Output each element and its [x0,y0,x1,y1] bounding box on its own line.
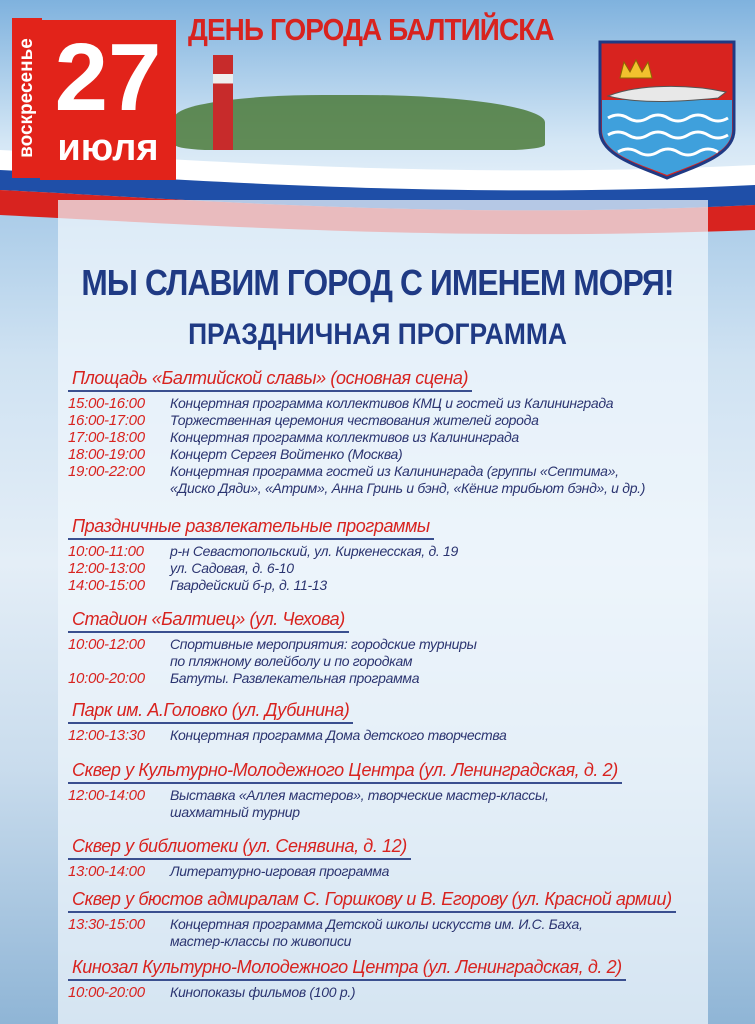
program-section [68,889,676,950]
headline: МЫ СЛАВИМ ГОРОД С ИМЕНЕМ МОРЯ! [81,262,674,303]
day-of-week: воскресенье [12,18,42,178]
schedule-row [68,787,622,804]
event-description: Гвардейский б-р, д. 11-13 [170,577,327,593]
section-heading: Площадь «Балтийской славы» (основная сцена) [68,368,472,392]
section-heading: Парк им. А.Головко (ул. Дубинина) [68,700,353,724]
schedule-row [68,653,477,670]
event-time: 15:00-16:00 [68,395,145,412]
schedule-row [68,916,676,933]
event-time: 10:00-20:00 [68,670,145,687]
section-heading: Праздничные развлекательные программы [68,516,434,540]
event-description: Выставка «Аллея мастеров», творческие мастер-классы, [170,787,549,803]
event-time: 13:00-14:00 [68,863,145,880]
event-description: Концертная программа Дома детского творчества [170,727,507,743]
event-description: ул. Садовая, д. 6-10 [170,560,294,576]
subtitle: ПРАЗДНИЧНАЯ ПРОГРАММА [188,318,567,351]
event-description: Спортивные мероприятия: городские турниры [170,636,477,652]
event-time: 18:00-19:00 [68,446,145,463]
schedule-row [68,395,645,412]
schedule-row [68,670,477,687]
event-description: Торжественная церемония чествования жителей города [170,412,539,428]
event-description: Литературно-игровая программа [170,863,390,879]
event-time: 10:00-20:00 [68,984,145,1001]
date-badge [40,20,176,180]
program-section [68,836,411,880]
event-time [68,480,170,497]
section-heading: Стадион «Балтиец» (ул. Чехова) [68,609,349,633]
schedule-row [68,463,645,480]
date-day: 27 [54,24,162,131]
section-heading: Кинозал Культурно-Молодежного Центра (ул. Ленинградская, д. 2) [68,957,626,981]
event-description: Концертная программа коллективов из Калининграда [170,429,519,445]
event-description: Кинопоказы фильмов (100 р.) [170,984,356,1000]
event-time [68,933,170,950]
schedule-row [68,727,507,744]
city-coat-of-arms [598,40,736,180]
event-time: 13:30-15:00 [68,916,145,933]
event-description: Концертная программа гостей из Калининграда (группы «Септима», [170,463,619,479]
program-section [68,760,622,821]
schedule-row [68,480,645,497]
schedule-row [68,446,645,463]
event-description: Концерт Сергея Войтенко (Москва) [170,446,403,462]
schedule-row [68,636,477,653]
poster-title: ДЕНЬ ГОРОДА БАЛТИЙСКА [188,12,554,47]
program-section [68,368,645,497]
section-heading: Сквер у бюстов адмиралам С. Горшкову и В. Егорову (ул. Красной армии) [68,889,676,913]
schedule-row [68,543,458,560]
program-section [68,957,626,1001]
event-description: шахматный турнир [170,804,300,820]
schedule-row [68,863,411,880]
event-time: 12:00-13:30 [68,727,145,744]
event-time [68,653,170,670]
lighthouse-image [213,55,233,150]
event-time [68,804,170,821]
event-description: Концертная программа коллективов КМЦ и гостей из Калининграда [170,395,614,411]
schedule-row [68,577,458,594]
schedule-row [68,560,458,577]
event-time: 16:00-17:00 [68,412,145,429]
schedule-row [68,412,645,429]
event-time: 12:00-13:00 [68,560,145,577]
program-section [68,609,477,687]
event-description: «Диско Дяди», «Атрим», Анна Гринь и бэнд, «Кёниг трибьют бэнд», и др.) [170,480,646,496]
event-description: р-н Севастопольский, ул. Киркенесская, д. 19 [170,543,459,559]
schedule-row [68,984,626,1001]
event-time: 10:00-12:00 [68,636,145,653]
program-section [68,700,507,744]
event-time: 14:00-15:00 [68,577,145,594]
schedule-row [68,804,622,821]
section-heading: Сквер у библиотеки (ул. Сенявина, д. 12) [68,836,411,860]
schedule-row [68,429,645,446]
event-description: по пляжному волейболу и по городкам [170,653,413,669]
event-description: Батуты. Развлекательная программа [170,670,420,686]
event-time: 12:00-14:00 [68,787,145,804]
event-description: Концертная программа Детской школы искусств им. И.С. Баха, [170,916,583,932]
program-section [68,516,458,594]
event-time: 10:00-11:00 [68,543,144,560]
event-time: 19:00-22:00 [68,463,145,480]
section-heading: Сквер у Культурно-Молодежного Центра (ул. Ленинградская, д. 2) [68,760,622,784]
event-description: мастер-классы по живописи [170,933,352,949]
schedule-row [68,933,676,950]
event-time: 17:00-18:00 [68,429,145,446]
date-month: июля [57,127,159,169]
